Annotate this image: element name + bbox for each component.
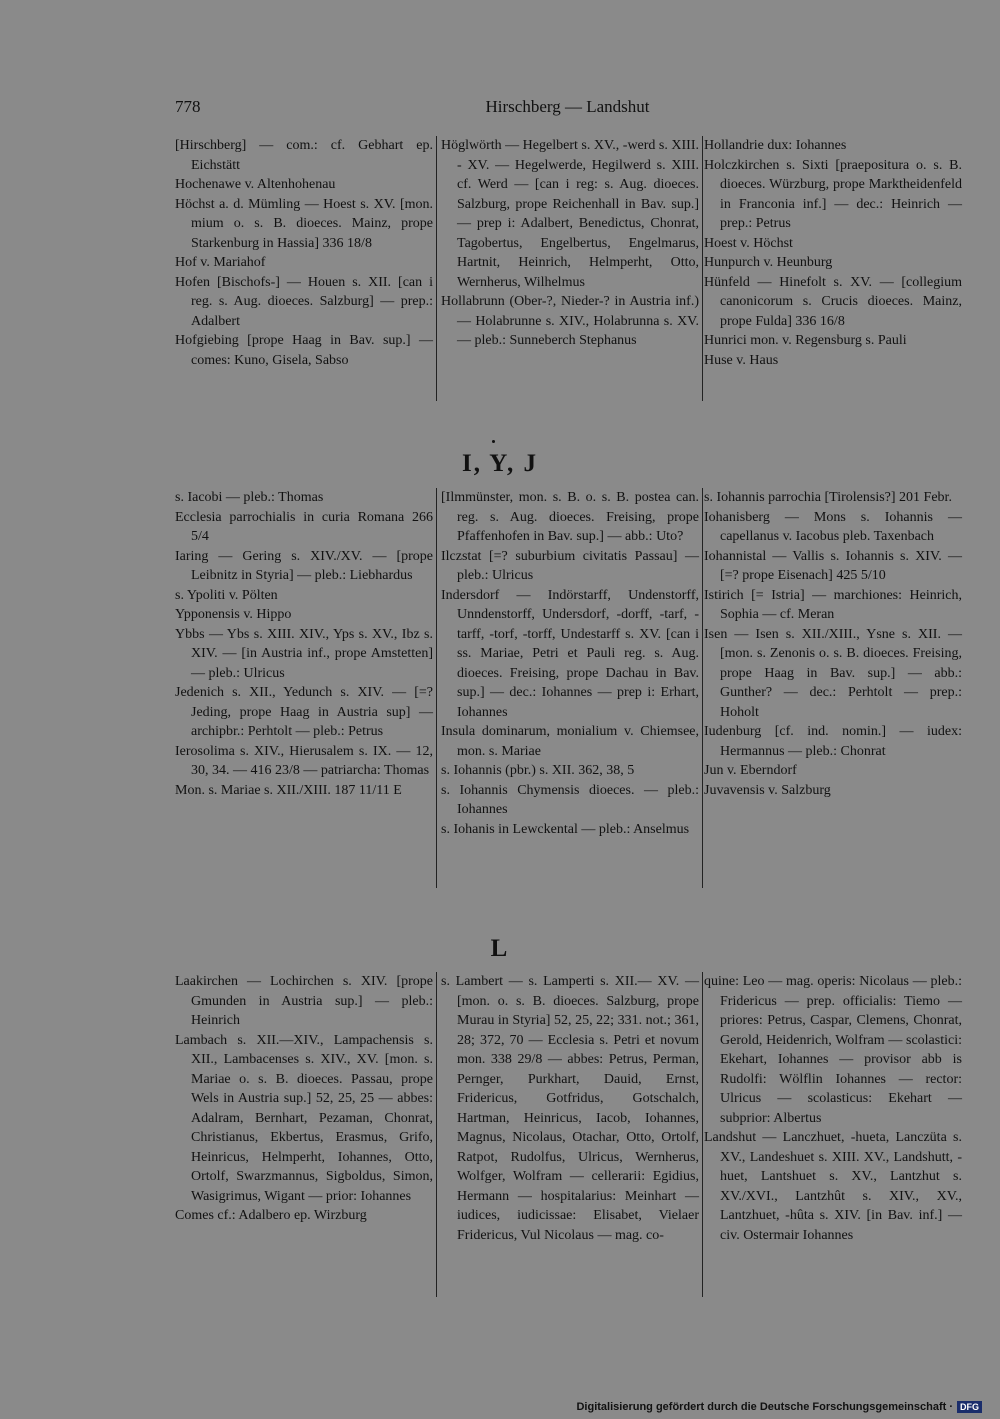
running-title: Hirschberg — Landshut	[485, 97, 650, 116]
index-entry: Hofgiebing [prope Haag in Bav. sup.] — comes: Kuno, Gisela, Sabso	[175, 333, 433, 368]
column-rule	[702, 488, 703, 888]
index-entry: quine: Leo — mag. operis: Nicolaus — pleb.: Fridericus — prep. officialis: Tiemo — priores: Petrus, Caspar, Clemens, Chonrat, Gerold, Heidenrich, Wolfram — scolastici: Ekehart, Iohannes — provisor abb is Rudolfi: Wölflin Iohannes — rector: Ulricus — scolasticus: Ekehart — subprior: Albertus	[704, 974, 962, 1126]
column-l-middle	[441, 972, 699, 1245]
index-entry: Iohanisberg — Mons s. Iohannis — capellanus v. Iacobus pleb. Taxenbach	[704, 509, 962, 544]
index-entry: Isen — Isen s. XII./XIII., Ysne s. XII. — [mon. s. Zenonis o. s. B. dioeces. Freising, prope Haag in Bav. sup.] — abb.: Gunther? — dec.: Perhtolt — prep.: Hoholt	[704, 626, 962, 720]
index-entry: Ierosolima s. XIV., Hierusalem s. IX. — 12, 30, 34. — 416 23/8 — patriarcha: Thomas	[175, 743, 433, 778]
index-entry: [Hirschberg] — com.: cf. Gebhart ep. Eichstätt	[175, 138, 433, 173]
index-entry: s. Iohanis in Lewckental — pleb.: Anselmus	[441, 821, 690, 837]
index-entry: Hünfeld — Hinefolt s. XV. — [collegium canonicorum s. Crucis dioeces. Mainz, prope Fulda] 336 16/8	[704, 274, 962, 329]
stray-dot	[492, 440, 495, 443]
column-h-middle	[441, 136, 699, 351]
index-entry: Ybbs — Ybs s. XIII. XIV., Yps s. XV., Ibz s. XIV. — [in Austria inf., prope Amstetten] — pleb.: Ulricus	[175, 626, 433, 681]
section-heading-l: L	[490, 935, 510, 962]
index-entry: s. Iohannis Chymensis dioeces. — pleb.: Iohannes	[441, 782, 699, 817]
index-entry: Iudenburg [cf. ind. nomin.] — iudex: Hermannus — pleb.: Chonrat	[704, 724, 962, 759]
index-entry: Mon. s. Mariae s. XII./XIII. 187 11/11 E	[175, 782, 402, 798]
index-entry: Höglwörth — Hegelbert s. XV., -werd s. XIII. - XV. — Hegelwerde, Hegilwerd s. XIII. cf. Werd — [can i reg: s. Aug. dioeces. Salzburg, prope Reichenhall in Bav. sup.] — prep i: Adalbert, Benedictus, Chonrat, Tagobertus, Engelbertus, Engelmarus, Hartnit, Heinrich, Helmperht, Otto, Wernherus, Wilhelmus	[441, 138, 699, 290]
index-entry: Hunpurch v. Heunburg	[704, 255, 833, 270]
index-entry: Lambach s. XII.—XIV., Lampachensis s. XII., Lambacenses s. XIV., XV. [mon. s. Mariae o. s. B. dioeces. Passau, prope Wels in Austria sup.] 52, 25, 25 — abbes: Adalram, Bernhart, Pezaman, Chonrat, Christianus, Ekbertus, Erasmus, Grifo, Heinricus, Helmperht, Iohannes, Otto, Ortolf, Swarzmannus, Sigboldus, Simon, Wasigrimus, Wigant — prior: Iohannes	[175, 1032, 433, 1204]
index-entry: Hollandrie dux: Iohannes	[704, 138, 847, 153]
index-entry: Landshut — Lanczhuet, -hueta, Lanczüta s. XV., Landeshuet s. XIII. XV., Landshutt, -huet, Lantshuet s. XV., Lantzhut s. XV./XVI., Lantzhût s. XIV., XV., Lantzhuet, -hûta s. XIV. [in Bav. inf.] — civ. Ostermair Iohannes	[704, 1130, 962, 1243]
index-entry: Hollabrunn (Ober-?, Nieder-? in Austria inf.) — Holabrunne s. XIV., Holabrunna s. XV. — pleb.: Sunneberch Stephanus	[441, 294, 699, 348]
credit-text: Digitalisierung gefördert durch die Deutsche Forschungsgemeinschaft ·	[576, 1401, 953, 1413]
dfg-logo: DFG	[957, 1401, 982, 1413]
index-entry: Iohannistal — Vallis s. Iohannis s. XIV. — [=? prope Eisenach] 425 5/10	[704, 548, 962, 583]
index-entry: Ypponensis v. Hippo	[175, 607, 292, 622]
index-entry: [Ilmmünster, mon. s. B. o. s. B. postea can. reg. s. Aug. dioeces. Freising, prope Pfaffenhofen in Bav. sup.] — abb.: Uto?	[441, 490, 699, 544]
column-i-middle	[441, 488, 699, 839]
column-i-right	[704, 488, 962, 800]
index-entry: Insula dominarum, monialium v. Chiemsee, mon. s. Mariae	[441, 724, 699, 759]
column-rule	[436, 136, 437, 401]
index-entry: Istirich [= Istria] — marchiones: Heinrich, Sophia — cf. Meran	[704, 587, 962, 622]
column-h-right	[704, 136, 962, 370]
section-heading-iyj: I, Y, J	[461, 450, 539, 477]
index-entry: s. Iacobi — pleb.: Thomas	[175, 490, 324, 505]
column-l-left	[175, 972, 433, 1226]
index-entry: Hochenawe v. Altenhohenau	[175, 177, 336, 192]
digitization-credit	[576, 1401, 982, 1413]
index-entry: Huse v. Haus	[704, 352, 779, 368]
index-entry: Juvavensis v. Salzburg	[704, 782, 831, 798]
index-entry: Ilczstat [=? suburbium civitatis Passau] — pleb.: Ulricus	[441, 548, 699, 583]
column-l-right	[704, 972, 962, 1245]
index-entry: Indersdorf — Indörstarff, Undenstorff, Unndenstorff, Undersdorf, -dorff, -tarf, -tarff, -torf, -torff, Undestarff s. XV. [can i ss. Mariae, Petri et Pauli reg. s. Aug. dioeces. Freising, prope Dachau in Bav. sup.] — dec.: Iohannes — prep i: Erhart, Iohannes	[441, 587, 699, 720]
index-entry: s. Iohannis parrochia [Tirolensis?] 201 Febr.	[704, 490, 952, 505]
column-h-left	[175, 136, 433, 370]
page-header	[175, 97, 960, 121]
index-entry: Hoest v. Höchst	[704, 235, 793, 251]
column-rule	[702, 136, 703, 401]
index-entry: Jedenich s. XII., Yedunch s. XIV. — [=? Jeding, prope Haag in Austria sup] — archipbr.: Perhtolt — pleb.: Petrus	[175, 685, 433, 739]
index-entry: Holczkirchen s. Sixti [praepositura o. s. B. dioeces. Würzburg, prope Marktheidenfeld in Franconia inf.] — dec.: Heinrich — prep.: Petrus	[704, 157, 962, 231]
column-rule	[436, 972, 437, 1297]
index-entry: Hofen [Bischofs-] — Houen s. XII. [can i reg. s. Aug. dioeces. Salzburg] — prep.: Adalbert	[175, 274, 433, 329]
index-entry: Höchst a. d. Mümling — Hoest s. XV. [mon. mium o. s. B. dioeces. Mainz, prope Starkenburg in Hassia] 336 18/8	[175, 196, 433, 251]
index-entry: Hof v. Mariahof	[175, 255, 266, 270]
column-rule	[702, 972, 703, 1297]
index-entry: Iaring — Gering s. XIV./XV. — [prope Leibnitz in Styria] — pleb.: Liebhardus	[175, 548, 433, 583]
index-entry: Laakirchen — Lochirchen s. XIV. [prope Gmunden in Austria sup.] — pleb.: Heinrich	[175, 974, 433, 1028]
index-entry: s. Iohannis (pbr.) s. XII. 362, 38, 5	[441, 763, 635, 778]
index-entry: Hunrici mon. v. Regensburg s. Pauli	[704, 333, 907, 348]
column-i-left	[175, 488, 433, 800]
page-number: 778	[175, 97, 201, 116]
index-entry: s. Ypoliti v. Pölten	[175, 587, 278, 603]
index-entry: s. Lambert — s. Lamperti s. XII.— XV. — [mon. o. s. B. dioeces. Salzburg, prope Murau in Styria] 52, 25, 22; 331. not.; 361, 28; 372, 70 — Ecclesia s. Petri et novum mon. 338 29/8 — abbes: Petrus, Perman, Pernger, Purkhart, Dauid, Ernst, Fridericus, Gotfridus, Gotschalch, Hartman, Heinricus, Iacob, Iohannes, Magnus, Nicolaus, Otachar, Otto, Ortolf, Ratpot, Rudolfus, Ulricus, Wernherus, Wolfger, Wolfram — cellerarii: Egidius, Hermann — hospitalarius: Meinhart — iudices, iudicissae: Elisabet, Vielaer Fridericus, Vul Nicolaus — mag. co-	[441, 974, 699, 1243]
column-rule	[436, 488, 437, 888]
index-entry: Comes cf.: Adalbero ep. Wirzburg	[175, 1208, 367, 1223]
index-entry: Jun v. Eberndorf	[704, 763, 797, 778]
index-entry: Ecclesia parrochialis in curia Romana 266 5/4	[175, 509, 433, 544]
